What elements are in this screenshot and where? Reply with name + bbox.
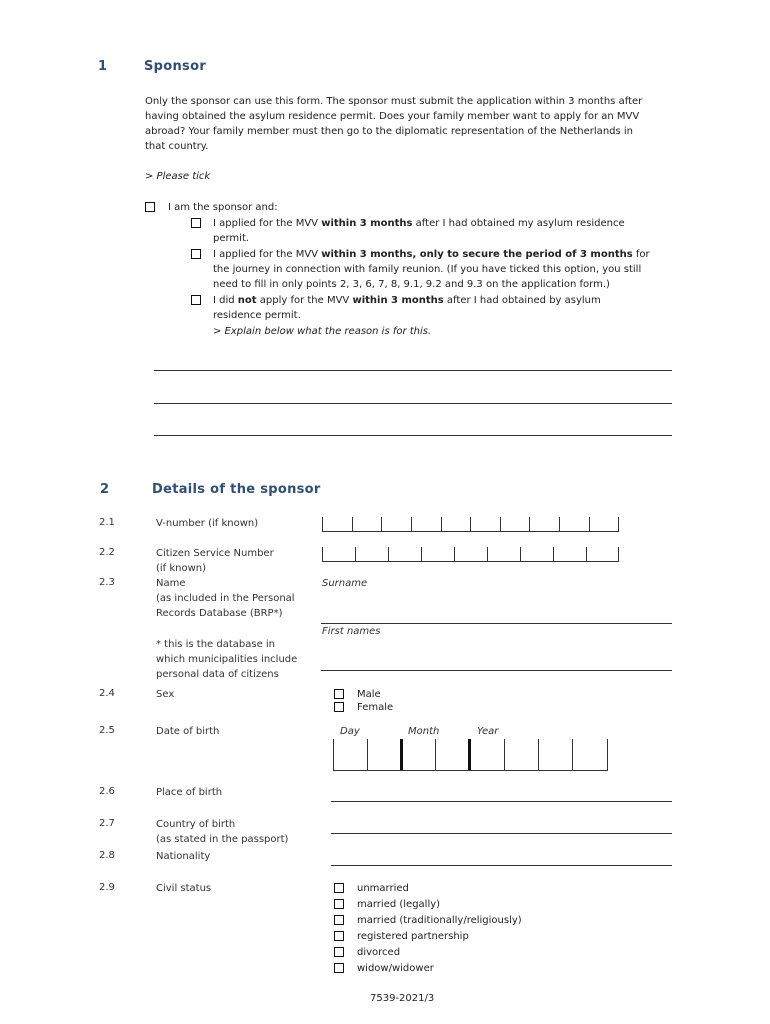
civil-status-option: married (traditionally/religiously) [357, 915, 522, 926]
form-code: 7539-2021/3 [370, 993, 435, 1004]
civil-status-option: married (legally) [357, 899, 441, 910]
row-number: 2.3 [99, 577, 115, 588]
male-checkbox[interactable] [334, 689, 344, 699]
dob-month-label: Month [408, 726, 440, 737]
section-1-title: Sponsor [144, 59, 207, 74]
sponsor-option-label: I am the sponsor and: [168, 202, 278, 213]
row-number: 2.7 [99, 818, 115, 829]
country-of-birth-label: Country of birth (as stated in the passport) [156, 819, 289, 845]
female-checkbox[interactable] [334, 702, 344, 712]
widow-widower-checkbox[interactable] [334, 963, 344, 973]
sex-label: Sex [156, 689, 175, 700]
civil-status-option: unmarried [357, 883, 409, 894]
within-3-months-checkbox[interactable] [191, 218, 201, 228]
civil-status-label: Civil status [156, 883, 212, 894]
bsn-label: Citizen Service Number (if known) [156, 548, 274, 574]
section-1-intro [145, 94, 705, 154]
v-number-boxes[interactable] [322, 517, 619, 532]
secure-period-checkbox[interactable] [191, 249, 201, 259]
unmarried-checkbox[interactable] [334, 883, 344, 893]
dob-year-label: Year [477, 726, 499, 737]
row-number: 2.1 [99, 517, 115, 528]
explain-instruction: > Explain below what the reason is for this. [213, 326, 432, 337]
married-traditionally-checkbox[interactable] [334, 915, 344, 925]
v-number-label: V-number (if known) [156, 518, 259, 529]
intro-line: having obtained the asylum residence permit. Does your family member want to apply for an MVV [145, 111, 640, 122]
first-names-label: First names [322, 626, 381, 637]
surname-label: Surname [322, 578, 368, 589]
nationality-label: Nationality [156, 851, 211, 862]
section-2-number: 2 [100, 482, 110, 497]
row-number: 2.4 [99, 688, 115, 699]
married-legally-checkbox[interactable] [334, 899, 344, 909]
country-of-birth-field[interactable] [331, 833, 672, 834]
explanation-line-2[interactable] [154, 403, 672, 404]
not-within-3-months-checkbox[interactable] [191, 295, 201, 305]
row-number: 2.6 [99, 786, 115, 797]
row-number: 2.8 [99, 850, 115, 861]
tick-instruction: > Please tick [145, 171, 211, 182]
dob-boxes[interactable] [333, 739, 608, 771]
place-of-birth-field[interactable] [331, 801, 672, 802]
brp-note: * this is the database in which municipalities include personal data of citizens [156, 639, 298, 680]
row-number: 2.2 [99, 547, 115, 558]
within-3-months-label: I applied for the MVV within 3 months after I had obtained my asylum residence permit. [213, 218, 625, 244]
section-1-number: 1 [98, 59, 108, 74]
sponsor-checkbox[interactable] [145, 202, 155, 212]
female-label: Female [357, 702, 394, 713]
row-number: 2.5 [99, 725, 115, 736]
divorced-checkbox[interactable] [334, 947, 344, 957]
explanation-line-1[interactable] [154, 370, 672, 371]
name-label: Name (as included in the Personal Records Database (BRP*) [156, 578, 295, 619]
secure-period-label: I applied for the MVV within 3 months, only to secure the period of 3 months for the journey in connection with family reunion. (If you have ticked this option, you still need to fill in only points 2, 3, 6, 7, 8, 9.1, 9.2 and 9.3 on the application form.) [213, 249, 650, 290]
dob-label: Date of birth [156, 726, 220, 737]
place-of-birth-label: Place of birth [156, 787, 223, 798]
civil-status-option: divorced [357, 947, 401, 958]
dob-day-label: Day [340, 726, 360, 737]
bsn-boxes[interactable] [322, 547, 619, 562]
row-number: 2.9 [99, 882, 115, 893]
civil-status-option: registered partnership [357, 931, 469, 942]
intro-line: abroad? Your family member must then go to the diplomatic representation of the Netherlands in [145, 126, 634, 137]
explanation-line-3[interactable] [154, 435, 672, 436]
intro-line: Only the sponsor can use this form. The sponsor must submit the application within 3 months after [145, 96, 643, 107]
registered-partnership-checkbox[interactable] [334, 931, 344, 941]
intro-line: that country. [145, 141, 209, 152]
male-label: Male [357, 689, 381, 700]
civil-status-option: widow/widower [357, 963, 434, 974]
section-2-title: Details of the sponsor [152, 482, 321, 497]
nationality-field[interactable] [331, 865, 672, 866]
not-within-3-months-label: I did not apply for the MVV within 3 months after I had obtained by asylum residence permit. [213, 295, 601, 321]
first-names-field[interactable] [321, 670, 672, 671]
